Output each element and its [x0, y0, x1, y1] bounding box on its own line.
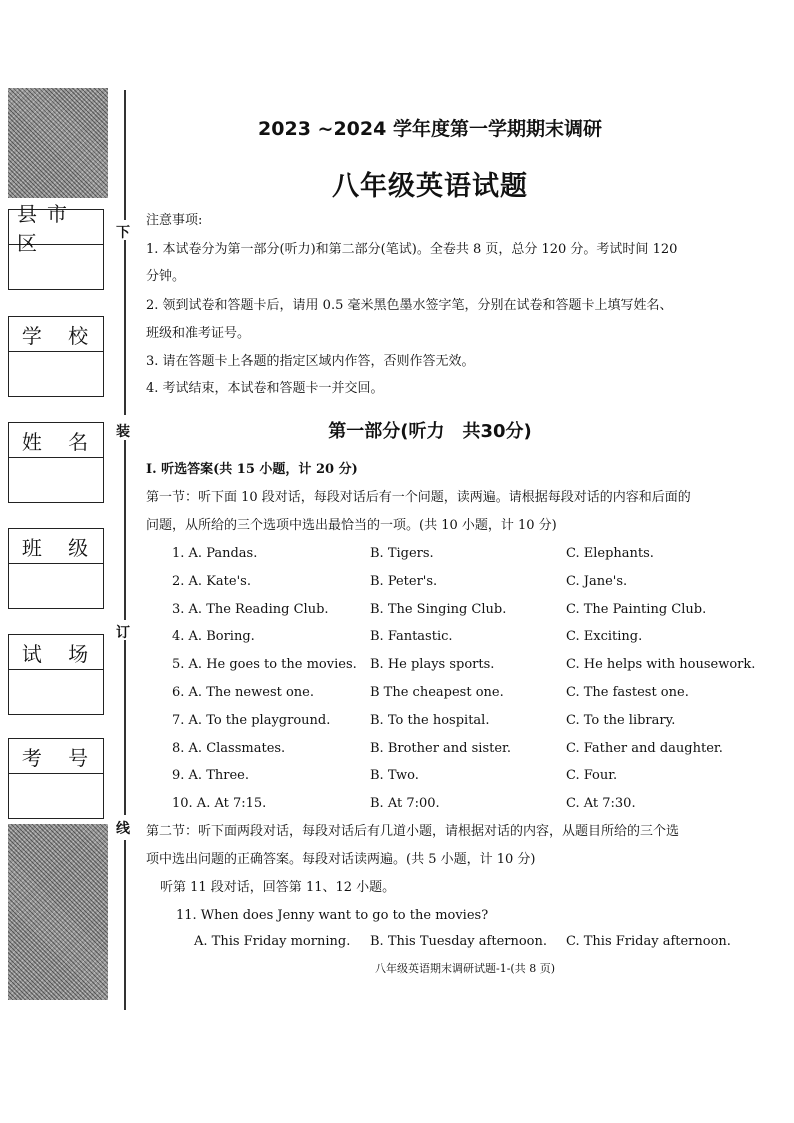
binding-line-mid3	[124, 640, 126, 815]
class-label: 班 级	[9, 529, 103, 564]
question-11-stem: 11. When does Jenny want to go to the movies?	[176, 908, 489, 923]
q3-option-c[interactable]: C. The Painting Club.	[566, 601, 707, 617]
binder-char-xia: 下	[116, 225, 130, 241]
binder-char-xian: 线	[116, 821, 130, 837]
exam-title: 八年级英语试题	[332, 171, 528, 202]
page-footer: 八年级英语期末调研试题-1-(共 8 页)	[374, 962, 555, 975]
q3-option-b[interactable]: B. The Singing Club.	[370, 601, 507, 617]
q6-option-a[interactable]: 6. A. The newest one.	[172, 685, 314, 700]
q1-option-c[interactable]: C. Elephants.	[566, 546, 654, 561]
binder-char-zhuang: 装	[116, 424, 130, 440]
county-box	[8, 202, 104, 290]
q4-option-b[interactable]: B. Fantastic.	[370, 629, 453, 645]
exam-number-label: 考 号	[9, 739, 103, 774]
binding-line-top	[124, 90, 126, 220]
school-field[interactable]	[9, 352, 103, 396]
notes-item: 分钟。	[146, 269, 186, 284]
binding-line-mid2	[124, 440, 126, 620]
q7-option-b[interactable]: B. To the hospital.	[370, 712, 490, 728]
exam-number-box	[8, 738, 104, 819]
q1-option-b[interactable]: B. Tigers.	[370, 546, 434, 561]
binder-char-ding: 订	[116, 625, 130, 641]
q6-option-b[interactable]: B The cheapest one.	[370, 685, 504, 700]
q4-option-c[interactable]: C. Exciting.	[566, 629, 643, 645]
q2-option-b[interactable]: B. Peter's.	[370, 573, 438, 589]
class-field[interactable]	[9, 564, 103, 608]
room-field[interactable]	[9, 670, 103, 714]
q9-option-a[interactable]: 9. A. Three.	[172, 768, 249, 784]
q7-option-a[interactable]: 7. A. To the playground.	[172, 712, 331, 728]
school-label: 学 校	[9, 317, 103, 352]
section2-instructions: 第二节：听下面两段对话，每段对话后有几道小题，请根据对话的内容，从题目所给的三个选	[146, 824, 680, 839]
q11-option-c[interactable]: C. This Friday afternoon.	[566, 934, 731, 949]
q4-option-a[interactable]: 4. A. Boring.	[172, 629, 255, 645]
section1-instructions: 第一节：听下面 10 段对话，每段对话后有一个问题，读两遍。请根据每段对话的内容和后面的	[146, 490, 691, 505]
notes-item: 1. 本试卷分为第一部分(听力)和第二部分(笔试)。全卷共 8 页，总分 120 分。考试时间 120	[146, 242, 678, 257]
notes-item: 班级和准考证号。	[146, 326, 251, 341]
room-label: 试 场	[9, 635, 103, 670]
section2-instructions: 项中选出问题的正确答案。每段对话读两遍。(共 5 小题，计 10 分)	[146, 852, 536, 867]
q8-option-b[interactable]: B. Brother and sister.	[370, 740, 511, 756]
q2-option-c[interactable]: C. Jane's.	[566, 573, 628, 589]
q9-option-c[interactable]: C. Four.	[566, 768, 618, 784]
q5-option-c[interactable]: C. He helps with housework.	[566, 657, 756, 673]
q10-option-a[interactable]: 10. A. At 7:15.	[172, 796, 267, 812]
school-box	[8, 316, 104, 397]
q10-option-b[interactable]: B. At 7:00.	[370, 796, 440, 812]
notes-item: 2. 领到试卷和答题卡后，请用 0.5 毫米黑色墨水签字笔，分别在试卷和答题卡上填写姓名、	[146, 298, 673, 313]
notes-item: 3. 请在答题卡上各题的指定区域内作答，否则作答无效。	[146, 354, 475, 369]
q3-option-a[interactable]: 3. A. The Reading Club.	[172, 601, 329, 617]
q6-option-c[interactable]: C. The fastest one.	[566, 685, 689, 700]
q9-option-b[interactable]: B. Two.	[370, 768, 419, 784]
binding-line-mid	[124, 240, 126, 415]
q10-option-c[interactable]: C. At 7:30.	[566, 796, 636, 812]
q11-option-a[interactable]: A. This Friday morning.	[194, 934, 351, 949]
q11-option-b[interactable]: B. This Tuesday afternoon.	[370, 934, 548, 949]
q8-option-c[interactable]: C. Father and daughter.	[566, 740, 723, 756]
binding-pattern-top	[8, 88, 108, 198]
county-label: 县市区	[9, 210, 103, 245]
q5-option-a[interactable]: 5. A. He goes to the movies.	[172, 657, 357, 673]
dialog-intro: 听第 11 段对话，回答第 11、12 小题。	[160, 880, 396, 895]
name-box	[8, 422, 104, 503]
section1-heading: I. 听选答案(共 15 小题，计 20 分)	[146, 462, 358, 477]
binding-line-bottom	[124, 840, 126, 1010]
room-box	[8, 634, 104, 715]
binding-pattern-bottom	[8, 824, 108, 1000]
section1-instructions: 问题，从所给的三个选项中选出最恰当的一项。(共 10 小题，计 10 分)	[146, 518, 557, 533]
notes-heading: 注意事项:	[146, 213, 203, 228]
q8-option-a[interactable]: 8. A. Classmates.	[172, 740, 286, 756]
exam-number-field[interactable]	[9, 774, 103, 818]
exam-term-title: 2023 ~2024 学年度第一学期期末调研	[258, 118, 602, 140]
q2-option-a[interactable]: 2. A. Kate's.	[172, 573, 251, 589]
name-label: 姓 名	[9, 423, 103, 458]
part1-title: 第一部分(听力 共30分)	[328, 421, 532, 442]
q5-option-b[interactable]: B. He plays sports.	[370, 657, 495, 673]
q7-option-c[interactable]: C. To the library.	[566, 712, 676, 728]
name-field[interactable]	[9, 458, 103, 502]
q1-option-a[interactable]: 1. A. Pandas.	[172, 546, 258, 561]
class-box	[8, 528, 104, 609]
notes-item: 4. 考试结束，本试卷和答题卡一并交回。	[146, 381, 384, 396]
